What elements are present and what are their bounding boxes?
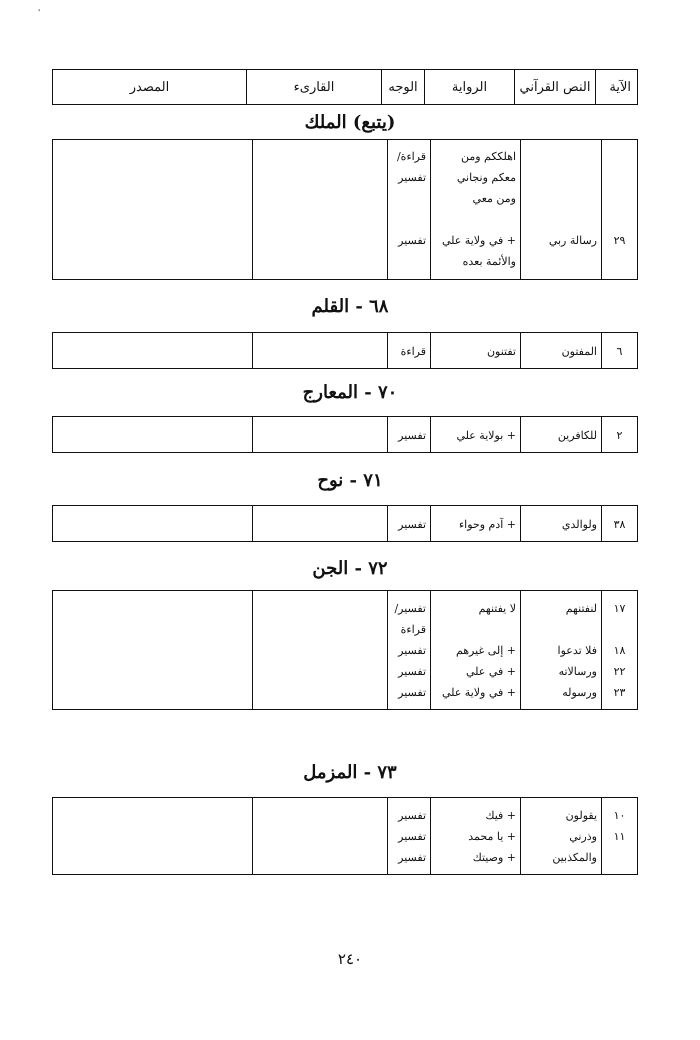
quran-text-cell-line: يقولون <box>565 809 597 822</box>
quran-text-cell <box>521 140 602 280</box>
section-title: (يتبع) الملك <box>304 112 396 133</box>
quran-text-cell <box>521 333 602 369</box>
aya-cell-line: ٣٨ <box>613 518 626 531</box>
riwaya-cell-line <box>431 209 520 230</box>
qari-cell-line <box>253 682 387 703</box>
riwaya-cell-line: معكم ونجاني <box>456 171 516 184</box>
masdar-cell-line <box>53 661 252 682</box>
col-qari: القارىء <box>247 70 382 105</box>
aya-cell-line: ٢٩ <box>613 234 626 247</box>
wajh-cell-line: تفسير <box>398 686 426 699</box>
scan-mark: ' <box>38 8 41 17</box>
wajh-cell <box>388 506 431 542</box>
aya-cell-line: ٢ <box>616 429 623 442</box>
table-row <box>53 333 638 369</box>
quran-text-cell-line <box>521 146 601 167</box>
qari-cell-line <box>253 230 387 251</box>
aya-cell <box>602 417 638 453</box>
wajh-cell-line: قراءة <box>400 623 426 636</box>
wajh-cell <box>388 591 431 710</box>
riwaya-cell-line: + في ولاية علي <box>441 686 516 699</box>
wajh-cell-line: تفسير <box>398 809 426 822</box>
riwaya-cell-line: + في علي <box>465 665 516 678</box>
riwaya-cell <box>431 591 521 710</box>
section-title: ٧١ - نوح <box>317 470 383 491</box>
masdar-cell-line <box>53 619 252 640</box>
quran-text-cell-line: ورسوله <box>562 686 597 699</box>
wajh-cell-line: تفسير <box>398 851 426 864</box>
qari-cell <box>253 506 388 542</box>
riwaya-cell-line: ومن معي <box>472 192 516 205</box>
section-table <box>52 590 638 710</box>
section-title: ٧٢ - الجن <box>312 558 388 579</box>
riwaya-cell-line: اهلككم ومن <box>460 150 516 163</box>
section-table <box>52 139 638 280</box>
masdar-cell <box>53 417 253 453</box>
wajh-cell-line: تفسير <box>398 234 426 247</box>
qari-cell-line <box>253 209 387 230</box>
masdar-cell-line <box>53 167 252 188</box>
wajh-cell-line: تفسير <box>398 644 426 657</box>
quran-text-cell-line <box>521 251 601 272</box>
aya-cell-line: ٢٣ <box>613 686 626 699</box>
masdar-cell-line <box>53 188 252 209</box>
aya-cell <box>602 591 638 710</box>
qari-cell-line <box>253 661 387 682</box>
header-row <box>53 70 638 105</box>
riwaya-cell-line: + آدم وحواء <box>459 518 516 531</box>
col-aya: الآية <box>596 70 638 105</box>
wajh-cell <box>388 333 431 369</box>
wajh-cell <box>388 140 431 280</box>
aya-cell-line: ٦ <box>616 345 623 358</box>
table-row <box>53 506 638 542</box>
qari-cell-line <box>253 146 387 167</box>
aya-cell-line: ١٧ <box>613 602 626 615</box>
qari-cell-line <box>253 826 387 847</box>
section-title: ٧٠ - المعارج <box>302 382 398 403</box>
wajh-cell-line: تفسير <box>398 518 426 531</box>
masdar-cell <box>53 798 253 875</box>
quran-text-cell-line: لنفتنهم <box>565 602 597 615</box>
riwaya-cell-line: + فيك <box>485 809 516 822</box>
qari-cell-line <box>253 188 387 209</box>
quran-text-cell-line: رسالة ربي <box>548 234 597 247</box>
masdar-cell-line <box>53 805 252 826</box>
quran-text-cell-line <box>521 188 601 209</box>
masdar-cell-line <box>53 425 252 446</box>
riwaya-cell-line: لا يفتنهم <box>478 602 516 615</box>
wajh-cell <box>388 417 431 453</box>
riwaya-cell <box>431 798 521 875</box>
qari-cell-line <box>253 425 387 446</box>
aya-cell-line: ٢٢ <box>613 665 626 678</box>
riwaya-cell-line: + في ولاية علي <box>441 234 516 247</box>
table-row <box>53 591 638 710</box>
masdar-cell-line <box>53 847 252 868</box>
qari-cell-line <box>253 805 387 826</box>
aya-cell <box>602 798 638 875</box>
col-riwaya: الرواية <box>425 70 515 105</box>
aya-cell <box>602 140 638 280</box>
quran-text-cell-line: ورسالاته <box>558 665 597 678</box>
riwaya-cell-line: + وصيتك <box>472 851 516 864</box>
section-table <box>52 416 638 453</box>
aya-cell-line <box>602 619 637 640</box>
wajh-cell-line: تفسير <box>398 665 426 678</box>
col-text: النص القرآني <box>515 70 596 105</box>
riwaya-cell-line: + بولاية علي <box>456 429 516 442</box>
aya-cell-line: ١١ <box>613 830 626 843</box>
aya-cell-line <box>602 188 637 209</box>
wajh-cell-line: قراءة <box>400 345 426 358</box>
masdar-cell-line <box>53 341 252 362</box>
aya-cell-line <box>602 167 637 188</box>
masdar-cell-line <box>53 251 252 272</box>
qari-cell-line <box>253 619 387 640</box>
section-table <box>52 797 638 875</box>
quran-text-cell-line <box>521 167 601 188</box>
table-row <box>53 140 638 280</box>
section-title: ٧٣ - المزمل <box>303 762 397 783</box>
riwaya-cell-line <box>431 619 520 640</box>
section-table <box>52 505 638 542</box>
riwaya-cell-line: تفتنون <box>486 345 516 358</box>
qari-cell <box>253 140 388 280</box>
quran-text-cell <box>521 417 602 453</box>
riwaya-cell-line: + إلى غيرهم <box>455 644 516 657</box>
qari-cell-line <box>253 514 387 535</box>
masdar-cell-line <box>53 230 252 251</box>
qari-cell <box>253 417 388 453</box>
aya-cell <box>602 506 638 542</box>
wajh-cell-line: تفسير/ <box>394 602 426 615</box>
wajh-cell-line: تفسير <box>398 830 426 843</box>
riwaya-cell <box>431 506 521 542</box>
masdar-cell-line <box>53 209 252 230</box>
col-masdar: المصدر <box>53 70 247 105</box>
qari-cell <box>253 591 388 710</box>
aya-cell-line <box>602 209 637 230</box>
section-title: ٦٨ - القلم <box>311 296 389 317</box>
masdar-cell-line <box>53 514 252 535</box>
riwaya-cell-line: والأئمة بعده <box>462 255 516 268</box>
section-table <box>52 332 638 369</box>
qari-cell-line <box>253 341 387 362</box>
riwaya-cell-line: + يا محمد <box>468 830 516 843</box>
masdar-cell-line <box>53 598 252 619</box>
quran-text-cell <box>521 591 602 710</box>
quran-text-cell-line: فلا تدعوا <box>557 644 597 657</box>
aya-cell-line: ١٨ <box>613 644 626 657</box>
table-row <box>53 417 638 453</box>
masdar-cell-line <box>53 146 252 167</box>
qari-cell-line <box>253 598 387 619</box>
header-table <box>52 69 638 105</box>
masdar-cell <box>53 591 253 710</box>
wajh-cell-line: تفسير <box>398 171 426 184</box>
qari-cell <box>253 798 388 875</box>
quran-text-cell <box>521 798 602 875</box>
quran-text-cell-line: المفتون <box>561 345 597 358</box>
aya-cell-line <box>602 251 637 272</box>
quran-text-cell-line: ولوالدي <box>561 518 597 531</box>
table-row <box>53 798 638 875</box>
wajh-cell-line <box>388 209 430 230</box>
aya-cell-line <box>602 146 637 167</box>
qari-cell-line <box>253 640 387 661</box>
qari-cell-line <box>253 847 387 868</box>
wajh-cell-line <box>388 188 430 209</box>
masdar-cell <box>53 140 253 280</box>
qari-cell <box>253 333 388 369</box>
masdar-cell-line <box>53 826 252 847</box>
col-wajh: الوجه <box>382 70 425 105</box>
masdar-cell <box>53 333 253 369</box>
aya-cell-line: ١٠ <box>613 809 626 822</box>
wajh-cell-line <box>388 251 430 272</box>
aya-cell-line <box>602 847 637 868</box>
quran-text-cell-line: والمكذبين <box>552 851 597 864</box>
quran-text-cell-line <box>521 209 601 230</box>
masdar-cell-line <box>53 640 252 661</box>
masdar-cell-line <box>53 682 252 703</box>
riwaya-cell <box>431 333 521 369</box>
riwaya-cell <box>431 417 521 453</box>
riwaya-cell <box>431 140 521 280</box>
quran-text-cell-line: للكافرين <box>557 429 597 442</box>
quran-text-cell-line: وذرني <box>569 830 597 843</box>
qari-cell-line <box>253 167 387 188</box>
wajh-cell-line: تفسير <box>398 429 426 442</box>
wajh-cell <box>388 798 431 875</box>
quran-text-cell <box>521 506 602 542</box>
masdar-cell <box>53 506 253 542</box>
wajh-cell-line: قراءة/ <box>396 150 426 163</box>
quran-text-cell-line <box>521 619 601 640</box>
aya-cell <box>602 333 638 369</box>
page-number: ٢٤٠ <box>337 950 363 968</box>
qari-cell-line <box>253 251 387 272</box>
